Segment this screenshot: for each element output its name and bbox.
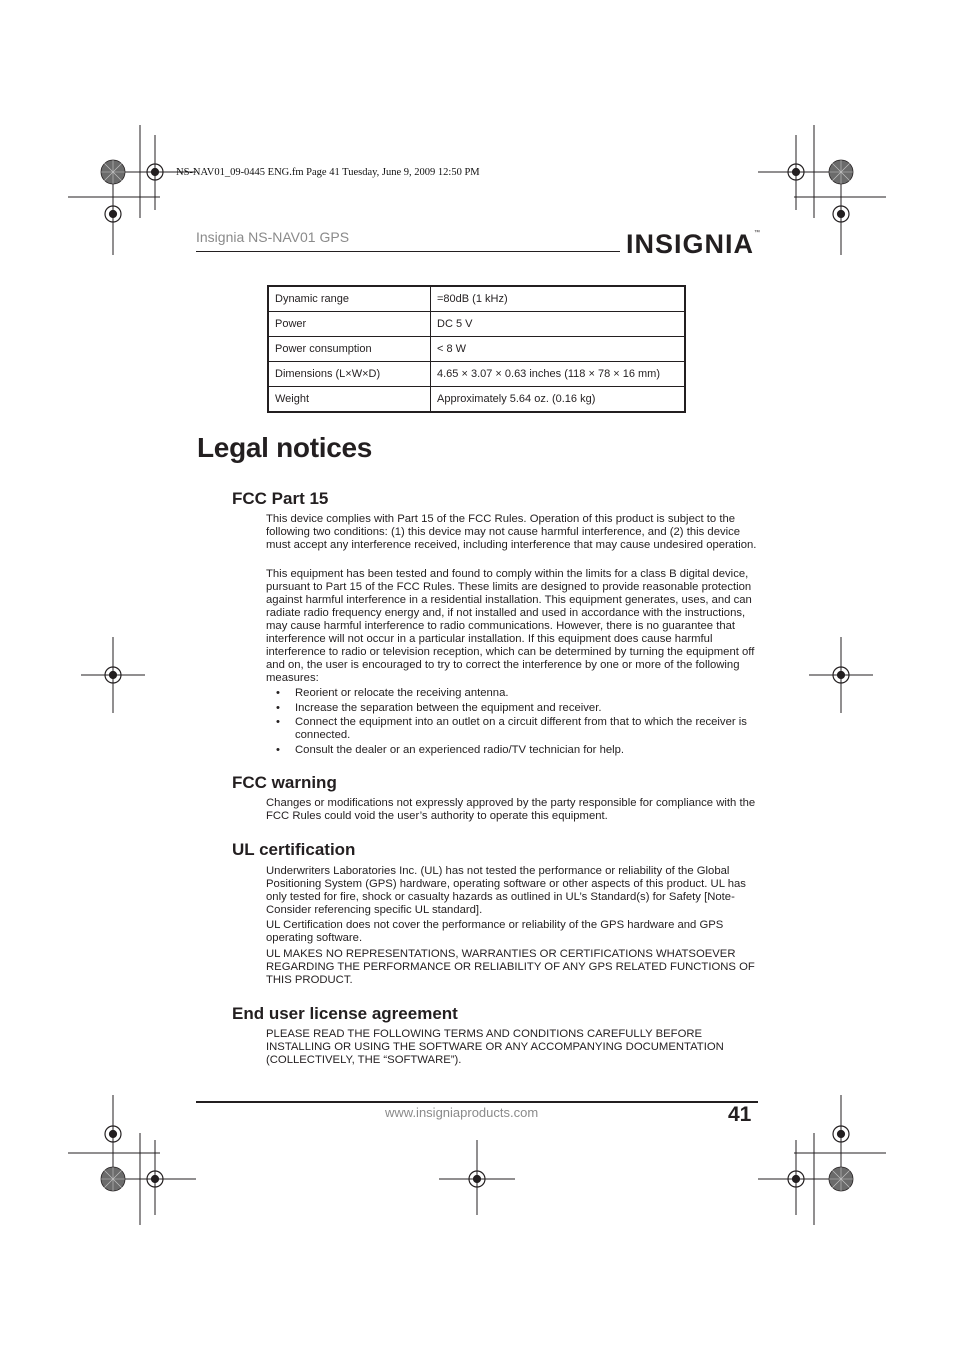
logo-trademark: ™ <box>754 230 760 236</box>
bullet: • <box>276 716 280 728</box>
page-number: 41 <box>728 1103 752 1126</box>
spec-value: Approximately 5.64 oz. (0.16 kg) <box>431 387 686 413</box>
spec-table <box>267 285 686 413</box>
footer-rule <box>196 1101 758 1103</box>
fcc15-paragraph-1: This device complies with Part 15 of the FCC Rules. Operation of this product is subject to the following two conditions: (1) this device may not cause harmful interference, and (2) this device must accept any interference received, including interference that may cause undesired operation. <box>266 513 757 551</box>
print-slug: NS-NAV01_09-0445 ENG.fm Page 41 Tuesday, June 9, 2009 12:50 PM <box>176 167 480 178</box>
list-item <box>266 702 758 715</box>
section-title-ul-certification: UL certification <box>232 840 356 859</box>
list-item <box>266 687 758 700</box>
insignia-logo <box>626 227 762 261</box>
list-item <box>266 716 758 742</box>
bullet: • <box>276 687 280 699</box>
spec-label: Dynamic range <box>268 286 431 312</box>
table-row <box>268 286 685 312</box>
fcc-warning-paragraph: Changes or modifications not expressly approved by the party responsible for compliance with the FCC Rules could void the user’s authority to operate this equipment. <box>266 797 756 822</box>
footer-url: www.insigniaproducts.com <box>385 1105 539 1120</box>
list-item-text: Reorient or relocate the receiving antenna. <box>295 687 509 699</box>
spec-label: Power consumption <box>268 337 431 362</box>
section-title-fcc-part-15: FCC Part 15 <box>232 489 329 508</box>
spec-value: < 8 W <box>431 337 686 362</box>
logo-text: INSIGNIA <box>626 229 755 259</box>
spec-label: Weight <box>268 387 431 413</box>
bullet: • <box>276 701 280 714</box>
section-title-eula: End user license agreement <box>232 1004 458 1023</box>
ul-paragraph-3: UL MAKES NO REPRESENTATIONS, WARRANTIES OR CERTIFICATIONS WHATSOEVER REGARDING THE PERFORMANCE OR RELIABILITY OF ANY GPS RELATED FUNCTIONS OF THIS PRODUCT. <box>266 948 755 986</box>
spec-value: 4.65 × 3.07 × 0.63 inches (118 × 78 × 16 mm) <box>431 362 686 387</box>
ul-paragraph-1: Underwriters Laboratories Inc. (UL) has not tested the performance or reliability of the Global Positioning System (GPS) hardware, operating software or other aspects of this product. UL has only tested for fire, shock or casualty hazards as outlined in UL’s Standard(s) for Safety [Note-Consider referencing specific UL standard]. <box>266 865 746 916</box>
table-row <box>268 312 685 337</box>
bullet: • <box>276 743 280 756</box>
table-row <box>268 337 685 362</box>
header-title: Insignia NS-NAV01 GPS <box>196 229 350 245</box>
eula-paragraph: PLEASE READ THE FOLLOWING TERMS AND CONDITIONS CAREFULLY BEFORE INSTALLING OR USING THE SOFTWARE OR ANY ACCOMPANYING DOCUMENTATION (COLLECTIVELY, THE “SOFTWARE”). <box>266 1028 724 1066</box>
list-item-text: Increase the separation between the equipment and receiver. <box>295 701 602 714</box>
table-row <box>268 387 685 413</box>
spec-value: =80dB (1 kHz) <box>431 286 686 312</box>
fcc15-paragraph-2: This equipment has been tested and found to comply within the limits for a class B digital device, pursuant to Part 15 of the FCC Rules. These limits are designed to provide reasonable protection against harmful interference in a residential installation. This equipment generates, uses, and can radiate radio frequency energy and, if not installed and used in accordance with the instructions, may cause harmful interference to radio communications. However, there is no guarantee that interference will not occur in a particular installation. If this equipment does cause harmful interference to radio or television reception, which can be determined by turning the equipment off and on, the user is encouraged to try to correct the interference by one or more of the following measures: <box>266 568 755 684</box>
header-rule <box>196 251 620 252</box>
section-title-fcc-warning: FCC warning <box>232 773 337 792</box>
list-item-text: Connect the equipment into an outlet on a circuit different from that to which the receiver is connected. <box>295 716 747 741</box>
spec-label: Power <box>268 312 431 337</box>
fcc15-measures-list <box>266 687 758 758</box>
list-item-text: Consult the dealer or an experienced radio/TV technician for help. <box>295 743 625 756</box>
list-item <box>266 744 758 757</box>
table-row <box>268 362 685 387</box>
spec-value: DC 5 V <box>431 312 686 337</box>
ul-paragraph-2: UL Certification does not cover the performance or reliability of the GPS hardware and GPS operating software. <box>266 919 724 944</box>
page-title: Legal notices <box>197 432 373 463</box>
spec-label: Dimensions (L×W×D) <box>268 362 431 387</box>
